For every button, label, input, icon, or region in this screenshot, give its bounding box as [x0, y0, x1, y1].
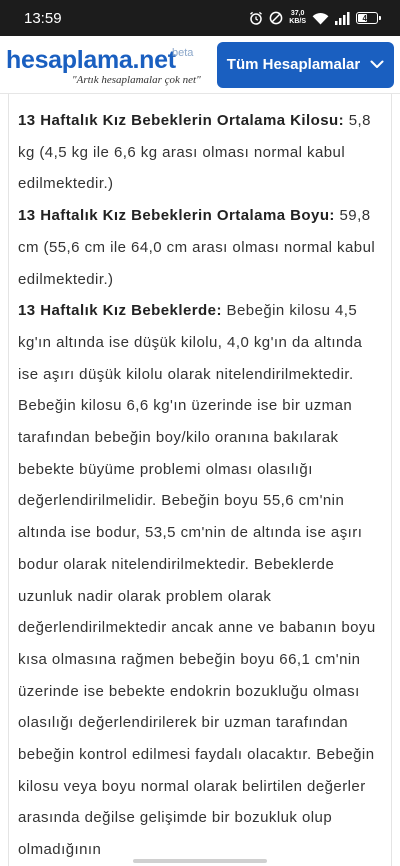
- paragraph-label: 13 Haftalık Kız Bebeklerin Ortalama Kilosu:: [18, 112, 345, 129]
- logo-slogan: "Artık hesaplamalar çok net": [72, 73, 201, 86]
- signal-icon: [335, 12, 350, 25]
- net-speed-unit: KB/S: [289, 18, 306, 25]
- paragraph-text: Bebeğin kilosu 4,5 kg'ın altında ise düşük kilolu, 4,0 kg'ın da altında ise aşırı düşük kilolu olarak nitelendirilmektedir. Bebeğin kilosu 6,6 kg'ın üzerinde ise bir uzman tarafından bebeğin boy/kilo oranına bakılarak bebekte büyüme problemi olması olasılığı değerlendirilmelidir. Bebeğin boyu 55,6 cm'nin altında ise bodur, 53,5 cm'nin de altında ise aşırı bodur olarak nitelendirilmektedir. Bebeklerde uzunluk nadir olarak problem olarak değerlendirilmektedir ancak anne ve babanın boyu kısa olmasına rağmen bebeğin boyu 66,1 cm'nin üzerinde ise bebekte endokrin bozukluğu olması olasılığı değerlendirilerek bir uzman tarafından bebeğin kontrol edilmesi faydalı olacaktır. Bebeğin kilosu veya boyu normal olarak belirtilen değerler arasında değilse gelişimde bir bozukluk olup olmadığının: [18, 302, 376, 859]
- article-card: [8, 94, 392, 866]
- paragraph-label: 13 Haftalık Kız Bebeklerde:: [18, 302, 222, 320]
- net-speed-value: 37,0: [290, 10, 305, 17]
- status-time: 13:59: [24, 9, 62, 27]
- home-indicator[interactable]: [133, 859, 267, 863]
- paragraph-label: 13 Haftalık Kız Bebeklerin Ortalama Boyu:: [18, 207, 335, 225]
- paragraph-average-height: [18, 200, 381, 295]
- paragraph-average-weight: [18, 105, 381, 200]
- paragraph-text: 59,8 cm (55,6 cm ile 64,0 cm arası olması normal kabul edilmektedir.): [18, 207, 376, 288]
- status-icons: [249, 10, 378, 26]
- paragraph-text: 5,8 kg (4,5 kg ile 6,6 kg arası olması normal kabul edilmektedir.): [18, 112, 371, 193]
- paragraph-girls-notes: [18, 295, 381, 866]
- battery-icon: [356, 12, 378, 24]
- net-speed: [289, 10, 306, 26]
- site-header: [0, 36, 400, 94]
- logo-text: hesaplama.net: [6, 45, 176, 74]
- site-logo[interactable]: [6, 40, 206, 90]
- wifi-icon: [312, 12, 329, 25]
- logo-beta: beta: [172, 46, 194, 59]
- alarm-icon: [249, 11, 263, 25]
- all-calculations-button[interactable]: [217, 42, 394, 88]
- mute-icon: [269, 11, 283, 25]
- chevron-down-icon: [370, 60, 384, 69]
- menu-button-label: Tüm Hesaplamalar: [226, 56, 361, 73]
- article-content: [9, 94, 391, 866]
- status-bar: [0, 0, 400, 36]
- battery-percent: 45: [362, 13, 372, 23]
